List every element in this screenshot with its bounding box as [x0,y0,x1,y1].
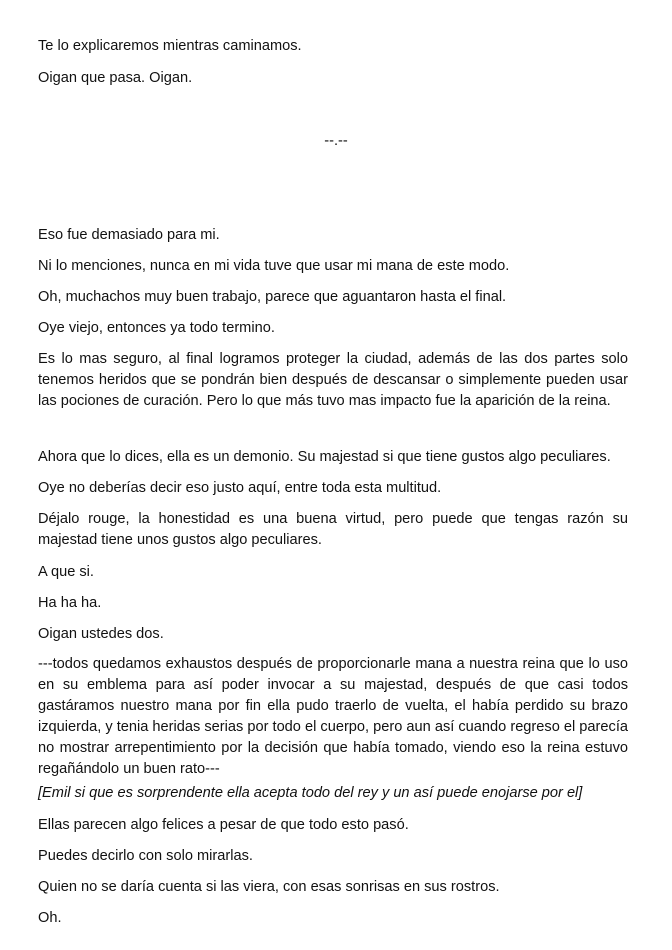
paragraph: Puedes decirlo con solo mirarlas. [38,848,253,864]
paragraph: Oigan ustedes dos. [38,626,164,642]
paragraph: Ahora que lo dices, ella es un demonio. Su majestad si que tiene gustos algo peculiares. [38,449,611,465]
paragraph: Déjalo rouge, la honestidad es una buena virtud, pero puede que tengas razón su majestad tiene unos gustos algo peculiares. [38,511,628,548]
paragraph: ---todos quedamos exhaustos después de proporcionarle mana a nuestra reina que lo uso en su emblema para así poder invocar a su majestad, después de que casi todos gastáramos nuestro mana por fin ella pudo traerlo de vuelta, el había perdido su brazo izquierda, y tenia heridas serias por todo el cuerpo, pero aun así cuando regreso el parecía no mostrar arrepentimiento por la decisión que había tomado, viendo eso la reina estuvo regañándolo un buen rato--- [38,656,628,777]
paragraph: Oh, muchachos muy buen trabajo, parece que aguantaron hasta el final. [38,289,507,305]
paragraph: Ni lo menciones, nunca en mi vida tuve que usar mi mana de este modo. [38,258,510,274]
paragraph: Ellas parecen algo felices a pesar de que todo esto pasó. [38,817,409,833]
bracketed-thought: [Emil si que es sorprendente ella acepta todo del rey y un así puede enojarse por el] [38,785,583,801]
paragraph: Ha ha ha. [38,595,102,611]
text-line: Oigan que pasa. Oigan. [38,70,193,86]
section-separator: --.-- [324,133,348,149]
paragraph: Oh. [38,910,62,926]
paragraph: Oye viejo, entonces ya todo termino. [38,320,275,336]
paragraph: A que si. [38,564,94,580]
paragraph: Quien no se daría cuenta si las viera, con esas sonrisas en sus rostros. [38,879,500,895]
paragraph: Es lo mas seguro, al final logramos proteger la ciudad, además de las dos partes solo tenemos heridos que se pondrán bien después de descansar o simplemente pueden usar las pociones de curación. Pero lo que más tuvo mas impacto fue la aparición de la reina. [38,351,628,409]
text-line: Te lo explicaremos mientras caminamos. [38,38,302,54]
paragraph: Oye no deberías decir eso justo aquí, entre toda esta multitud. [38,480,442,496]
paragraph: Eso fue demasiado para mi. [38,227,220,243]
